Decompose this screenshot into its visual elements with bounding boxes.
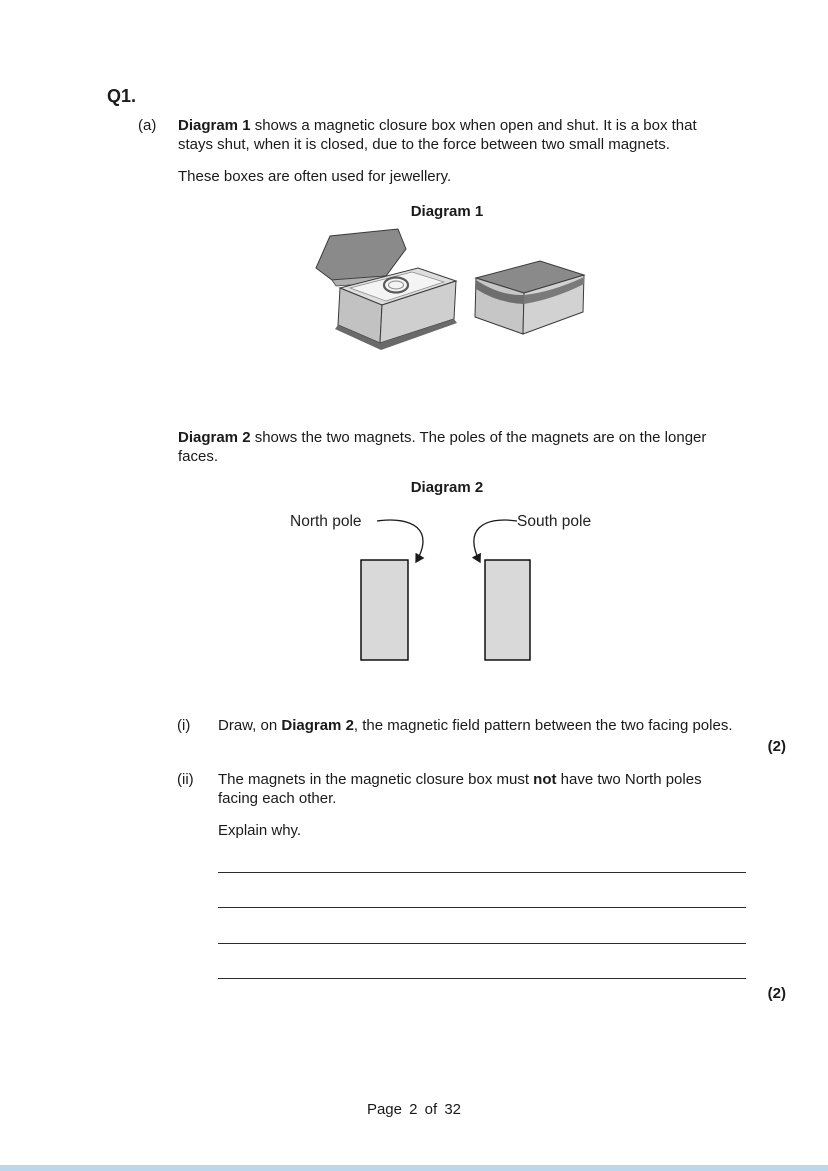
part-i-question bbox=[218, 716, 778, 735]
answer-line bbox=[218, 872, 746, 873]
part-a-intro-bold: Diagram 1 bbox=[178, 117, 251, 134]
part-i-marks: (2) bbox=[767, 738, 786, 755]
closed-box bbox=[475, 261, 584, 334]
part-a-intro-rest: shows a magnetic closure box when open and shut. It is a box that stays shut, when it is closed, due to the force between two small magnets. bbox=[178, 117, 697, 153]
window-bottom-edge bbox=[0, 1165, 828, 1171]
part-ii-marks: (2) bbox=[767, 985, 786, 1002]
question-number: Q1. bbox=[107, 86, 137, 106]
south-pole-label: South pole bbox=[517, 513, 592, 530]
part-a-label: (a) bbox=[138, 117, 157, 134]
jewellery-box-illustration bbox=[300, 224, 590, 374]
open-box bbox=[316, 229, 457, 350]
part-ii-statement bbox=[218, 770, 738, 808]
explain-prompt: Explain why. bbox=[218, 822, 302, 839]
part-i-text-pre: Draw, on bbox=[218, 717, 282, 734]
part-a-diagram2-intro bbox=[178, 428, 730, 466]
diagram2-intro-rest: shows the two magnets. The poles of the magnets are on the longer faces. bbox=[178, 429, 707, 465]
diagram2-title: Diagram 2 bbox=[410, 479, 484, 496]
answer-line bbox=[218, 978, 746, 979]
magnet-diagram bbox=[265, 500, 625, 680]
north-pole-label: North pole bbox=[290, 513, 362, 530]
part-ii-text-post: have two North poles facing each other. bbox=[218, 771, 702, 807]
part-ii-text-bold: not bbox=[533, 771, 557, 788]
part-ii-text-pre: The magnets in the magnetic closure box must bbox=[218, 771, 534, 788]
south-pole-arrow bbox=[474, 520, 517, 562]
north-pole-arrow bbox=[377, 520, 423, 562]
answer-line bbox=[218, 907, 746, 908]
diagram2-intro-bold: Diagram 2 bbox=[178, 429, 251, 446]
page-footer: Page 2 of 32 bbox=[366, 1101, 462, 1118]
part-i-label: (i) bbox=[177, 717, 191, 734]
part-i-text-bold: Diagram 2 bbox=[281, 717, 354, 734]
part-a-usage-note: These boxes are often used for jewellery. bbox=[178, 168, 452, 185]
right-magnet bbox=[485, 560, 530, 660]
part-i-text-post: , the magnetic field pattern between the two facing poles. bbox=[353, 717, 733, 734]
left-magnet bbox=[361, 560, 408, 660]
diagram1-title: Diagram 1 bbox=[410, 203, 484, 220]
part-a-intro bbox=[178, 116, 730, 154]
answer-line bbox=[218, 943, 746, 944]
part-ii-label: (ii) bbox=[177, 771, 194, 788]
